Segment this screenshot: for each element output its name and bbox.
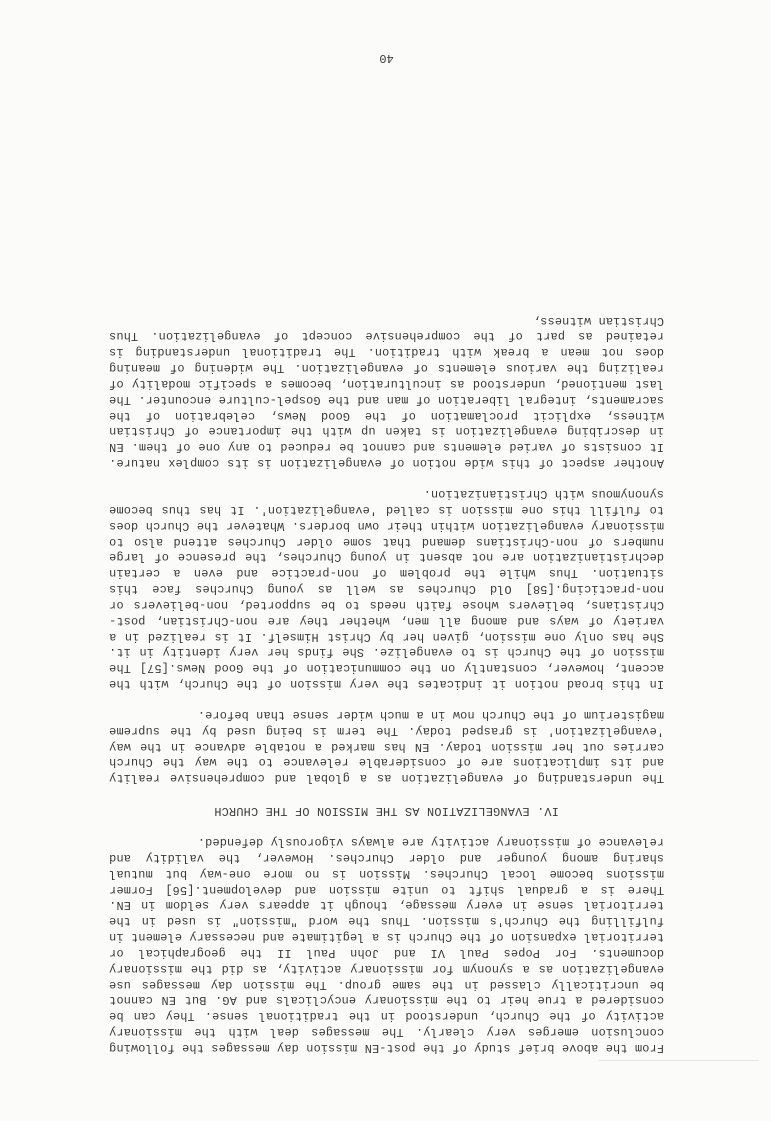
paragraph-conclusion: From the above brief study of the post-EN mission day messages the following conclusion emerges very clearly. The messages deal with the missionary activity of the Church, understood in the traditional sense. They can be considered a true heir to the missionary encyclicals and AG. But EN cannot be uncritically classed in the same group. The mission day messages use evangelization as a synonym for missionary activity, as did the missionary documents. For Popes Paul VI and John Paul II the geographical or territorial expansion of the Church is a legitimate and necessary element in fulfilling the Church's mission. Thus the word "mission" is used in the territorial sense in every message, though it appears very seldom in EN. There is a gradual shift to unite mission and development.[56] Former missions become local Churches. Mission is no more one-way but mutual sharing among younger and older Churches. However, the validity and relevance of missionary activity are always vigorously defended. — [109, 835, 664, 1055]
paragraph-broad-notion: In this broad notion it indicates the very mission of the Church, with the accent, however, constantly on the communication of the Good News.[57] The mission of the Church is to evangelize. She finds her very identity in it. She has only one mission, given her by Christ Himself. It is realized in a variety of ways and among all men, whether they are non-Christian, post-Christians, believers whose faith needs to be supported, non-believers or non-practicing.[58] Old Churches as well as young Churches face this situation. Thus while the problem of non-practice and even a certain dechristianization are not absent in young Churches, the presence of large numbers of non-Christians demand that some older Churches attend also to missionary evangelization within their own borders. Whatever the Church does to fulfill this one mission is called 'evangelization'. It has thus become synonymous with Christianization. — [109, 487, 664, 692]
paragraph-complex-nature: Another aspect of this wide notion of evangelization is its complex nature. It consists of varied elements and cannot be reduced to any one of them. EN in describing evangelization is taken up with the importance of Christian witness, explicit proclamation of the Good News, celebration of the sacraments, integral liberation of man and the Gospel-culture encounter. The last mentioned, understood as inculturation, becomes a specific modality of realizing the various elements of evangelization. The widening of meaning does not mean a break with tradition. The traditional understanding is retained as part of the comprehensive concept of evangelization. Thus Christian witness, — [109, 313, 664, 471]
page-number: 40 — [379, 51, 394, 65]
paragraph-understanding: The understanding of evangelization as a global and comprehensive reality and its implications are of considerable relevance to the way the Church carries out her mission today. EN has marked a notable advance in the way 'evangelization' is grasped today. The term is being used by the supreme magisterium of the Church now in a much wider sense than before. — [109, 707, 664, 786]
page-body — [109, 51, 664, 1055]
paper-scuff — [599, 1060, 759, 1061]
section-heading: IV. EVANGELIZATION AS THE MISSION OF THE CHURCH — [214, 804, 559, 819]
